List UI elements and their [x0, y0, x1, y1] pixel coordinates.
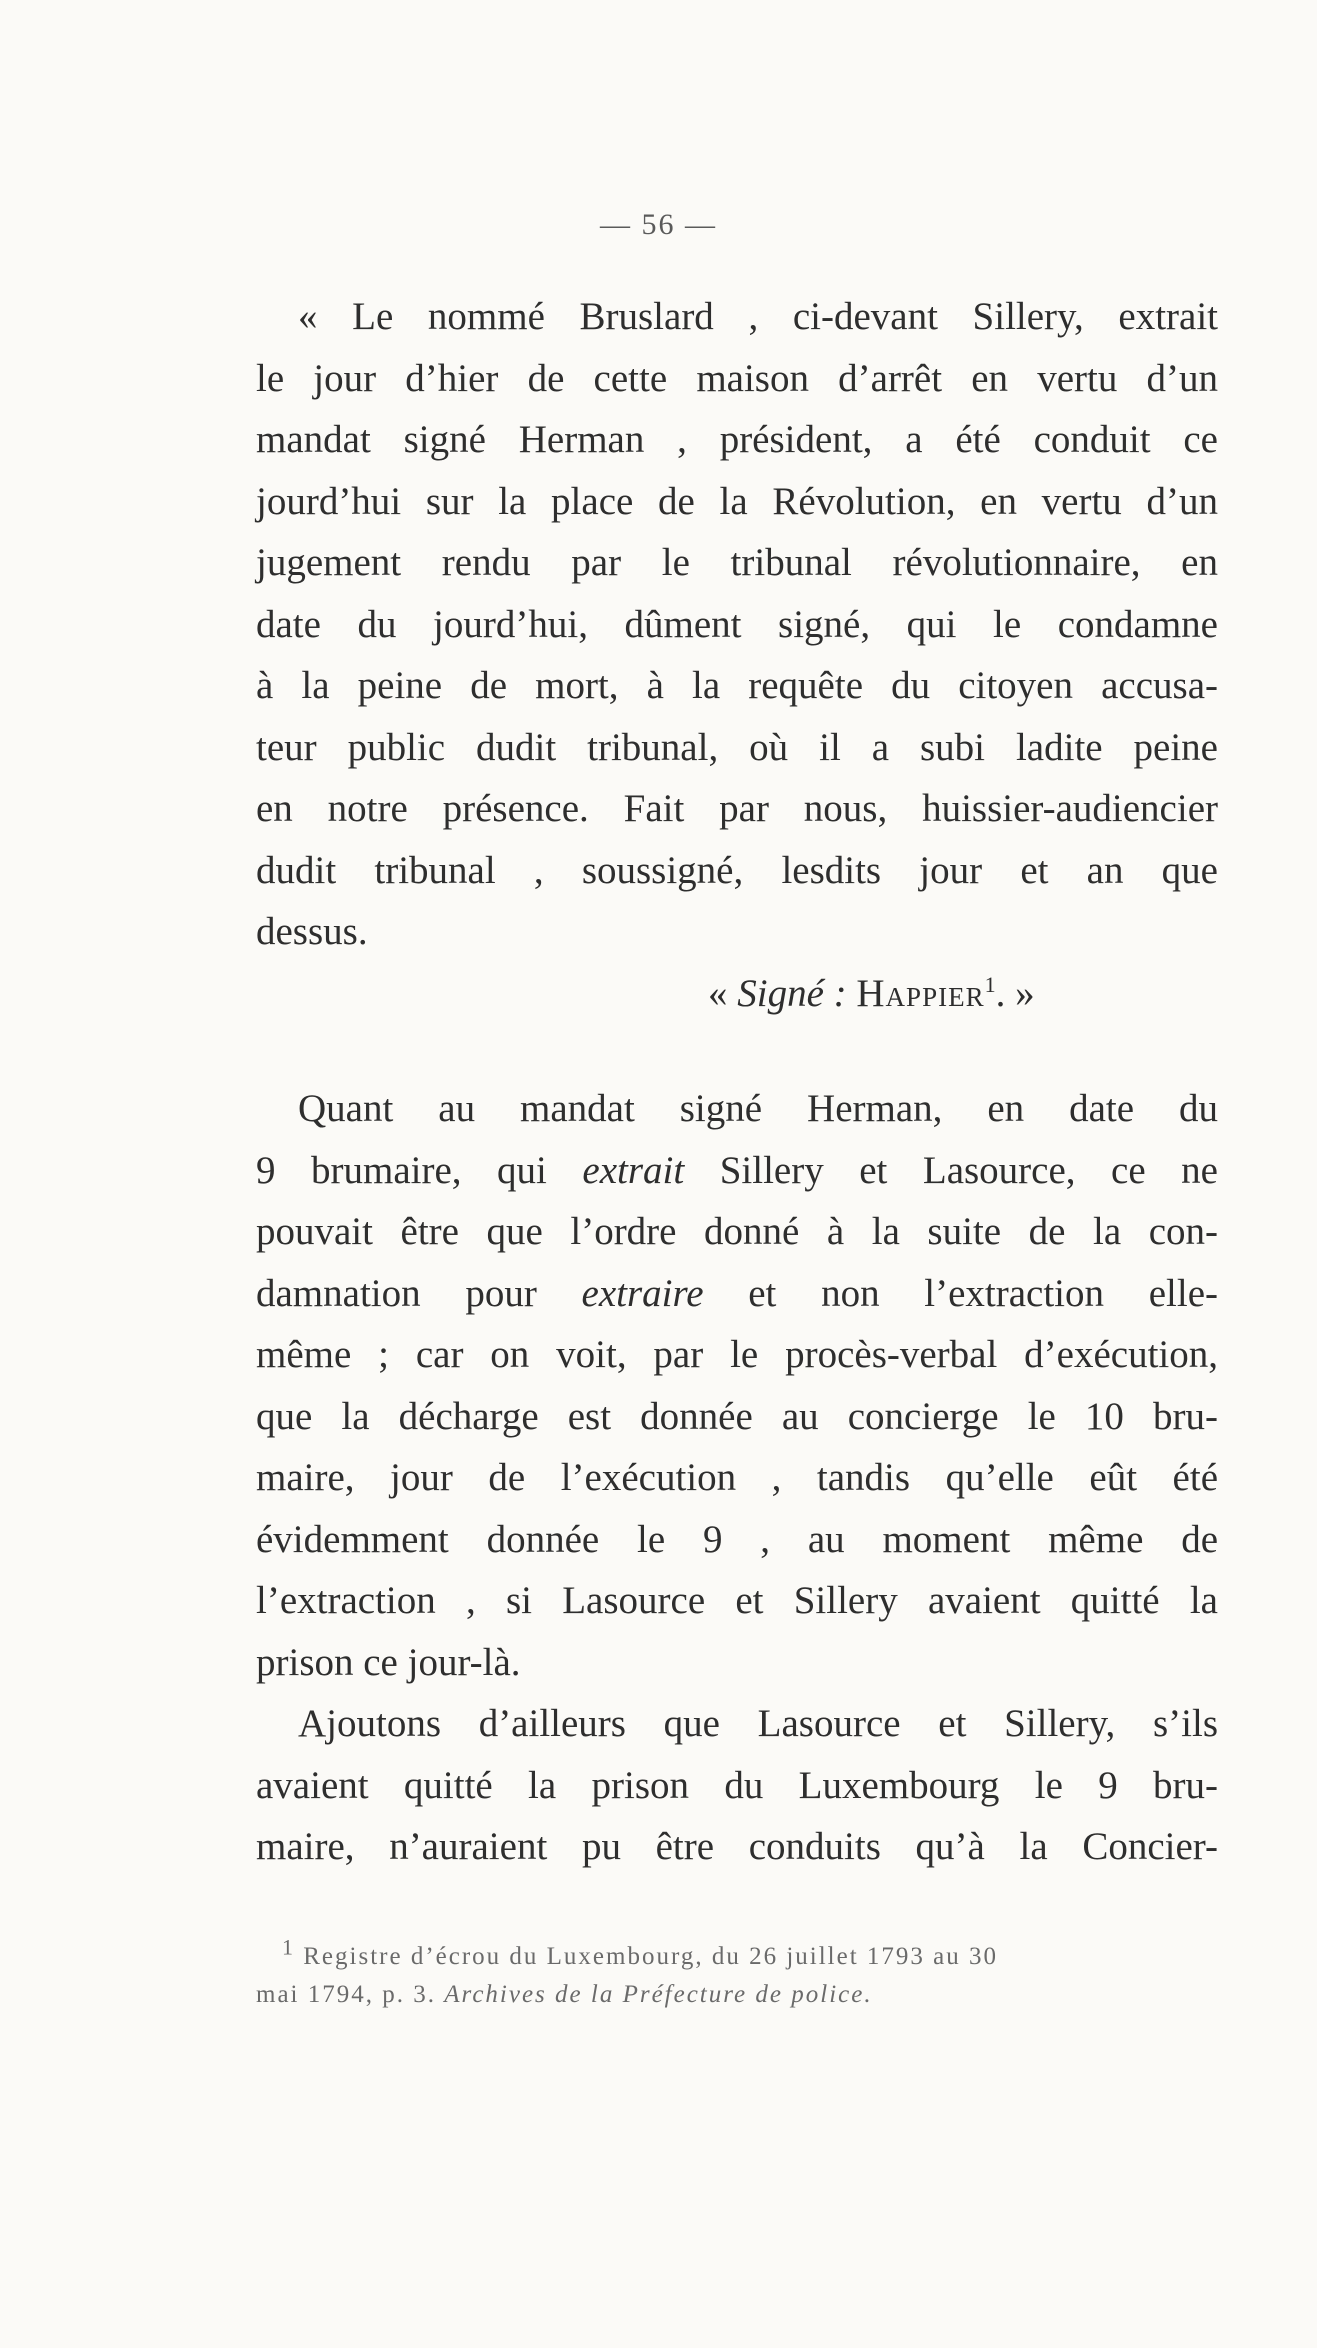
text-line: l’extraction , si Lasource et Sillery avaient quitté la: [256, 1579, 1218, 1622]
text-line: que la décharge est donnée au concierge le 10 bru-: [256, 1394, 1218, 1438]
text-line: teur public dudit tribunal, où il a subi ladite peine: [256, 725, 1218, 769]
text-line: « Le nommé Bruslard , ci-devant Sillery, extrait: [298, 295, 1218, 338]
text-line: Ajoutons d’ailleurs que Lasource et Sillery, s’ils: [298, 1702, 1218, 1745]
text-line: date du jourd’hui, dûment signé, qui le condamne: [256, 602, 1218, 646]
signature-name: Happier: [856, 971, 985, 1015]
page-number: — 56 —: [600, 208, 717, 241]
emphasis-extrait: extrait: [582, 1148, 685, 1192]
text-line: mandat signé Herman , président, a été conduit ce: [256, 418, 1218, 461]
footnote: [256, 1934, 1218, 2014]
text-line: en notre présence. Fait par nous, huissier-audiencier: [256, 787, 1218, 830]
text-line: dudit tribunal , soussigné, lesdits jour et an que: [256, 848, 1218, 892]
signature-close: . »: [995, 971, 1035, 1015]
body-paragraph-2: [256, 1078, 1218, 1693]
text-line: Quant au mandat signé Herman, en date du: [298, 1087, 1218, 1130]
text-line: pouvait être que l’ordre donné à la suite de la con-: [256, 1210, 1218, 1253]
footnote-line: mai 1794, p. 3. Archives de la Préfecture de police.: [256, 1981, 873, 2008]
text-line: 9 brumaire, qui extrait Sillery et Lasource, ce ne: [256, 1148, 1218, 1192]
text-line: avaient quitté la prison du Luxembourg le 9 bru-: [256, 1763, 1218, 1807]
signature-open-quote: «: [708, 971, 738, 1015]
quoted-report-paragraph: [256, 286, 1218, 1024]
emphasis-extraire: extraire: [581, 1271, 704, 1315]
text-line: maire, n’auraient pu être conduits qu’à la Concier-: [256, 1825, 1218, 1868]
text-line: damnation pour extraire et non l’extraction elle-: [256, 1271, 1218, 1315]
footnote-reference: 1: [984, 971, 996, 997]
signature-label: Signé :: [737, 971, 847, 1015]
text-line: dessus.: [256, 910, 368, 953]
text-line: le jour d’hier de cette maison d’arrêt en vertu d’un: [256, 356, 1218, 400]
text-line: maire, jour de l’exécution , tandis qu’elle eût été: [256, 1456, 1218, 1499]
text-line: jourd’hui sur la place de la Révolution, en vertu d’un: [256, 479, 1218, 523]
text-line: évidemment donnée le 9 , au moment même de: [256, 1517, 1218, 1561]
footnote-source-title: Archives de la Préfecture de police.: [444, 1981, 873, 2008]
footnote-mark: 1: [282, 1934, 295, 1960]
text-line: à la peine de mort, à la requête du citoyen accusa-: [256, 664, 1218, 707]
signature-line: [256, 963, 1218, 1025]
text-line: prison ce jour-là.: [256, 1640, 521, 1684]
text-line: jugement rendu par le tribunal révolutionnaire, en: [256, 541, 1218, 584]
footnote-line: $^1$ Registre d’écrou du Luxembourg, du 26 juillet 1793 au 30: [282, 1934, 999, 1970]
text-line: même ; car on voit, par le procès-verbal d’exécution,: [256, 1333, 1218, 1376]
body-paragraph-3: [256, 1693, 1218, 1878]
